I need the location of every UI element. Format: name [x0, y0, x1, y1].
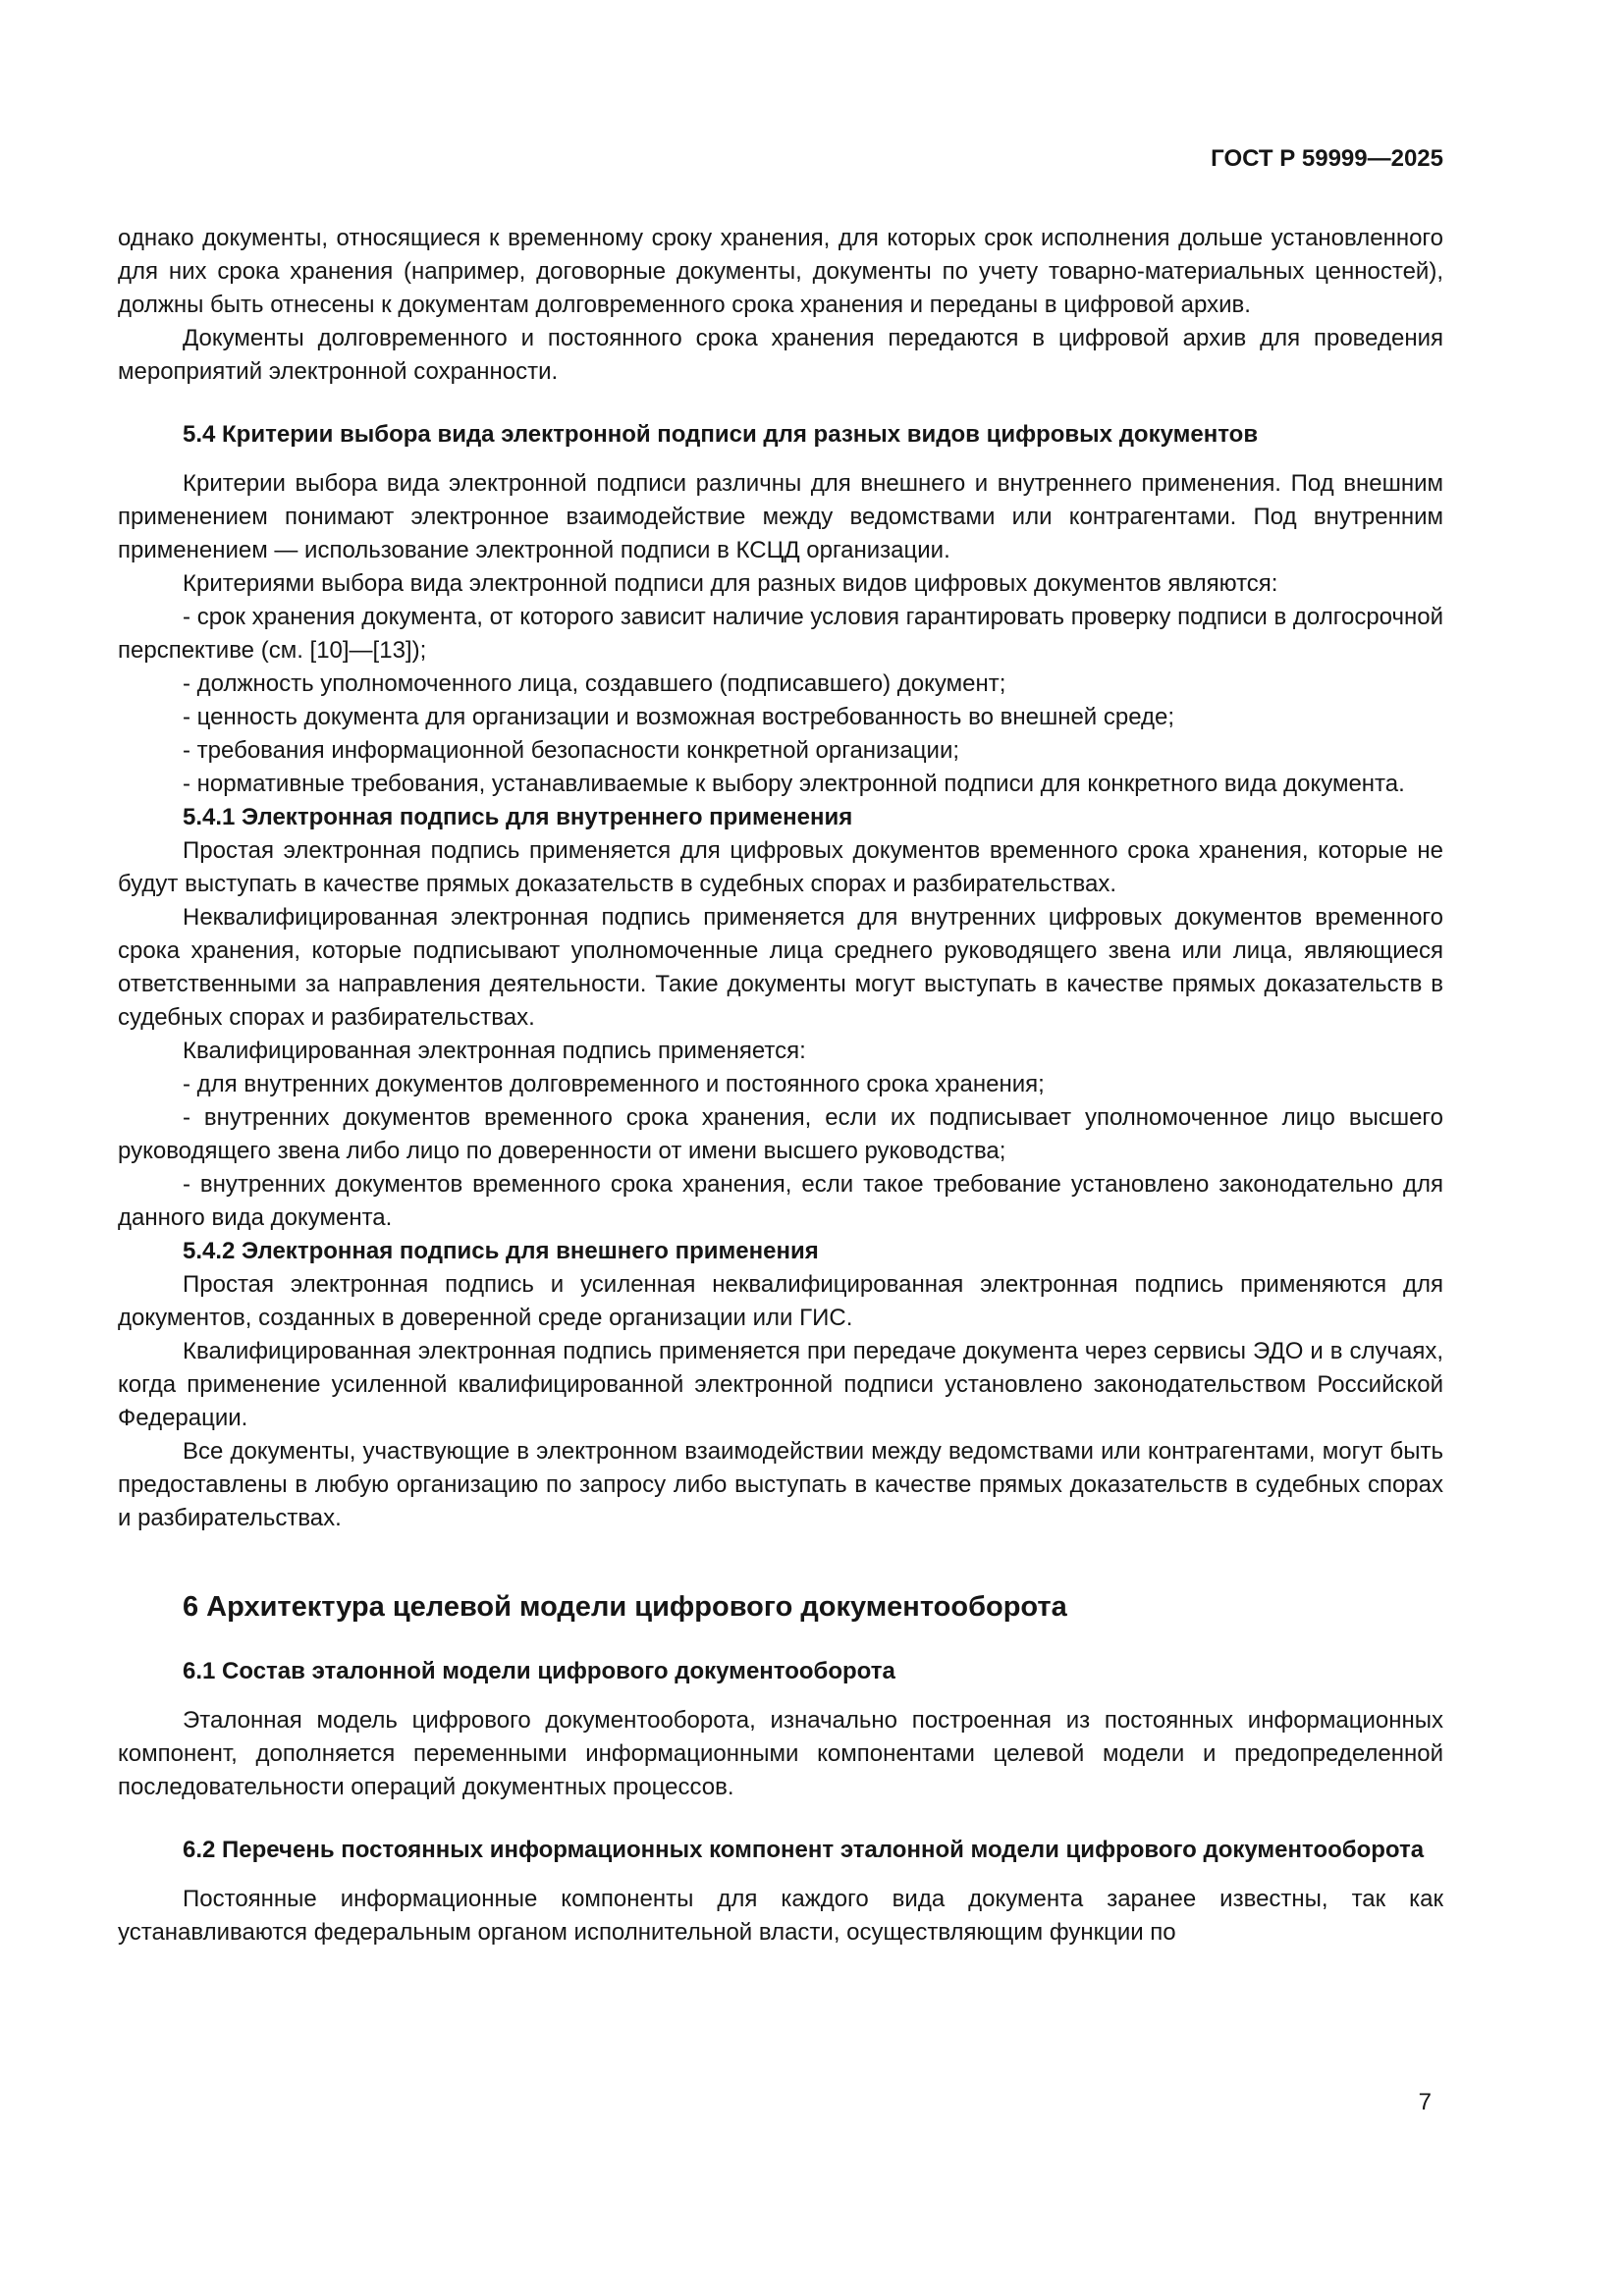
body-paragraph: Критерии выбора вида электронной подписи различны для внешнего и внутреннего применения. Под внешним применением понимают электронное взаимодействие между ведомствами или контрагентами. Под внутренним применением — использование электронной подписи в КСЦД организации.	[118, 470, 1443, 563]
list-item: - ценность документа для организации и возможная востребованность во внешней среде;	[183, 704, 1175, 730]
body-paragraph: Все документы, участвующие в электронном взаимодействии между ведомствами или контрагентами, могут быть предоставлены в любую организацию по запросу либо выступать в качестве прямых доказательств в судебных спорах и разбирательствах.	[118, 1438, 1443, 1531]
heading-5-4: 5.4 Критерии выбора вида электронной подписи для разных видов цифровых документов	[183, 421, 1259, 448]
list-item: - внутренних документов временного срока хранения, если их подписывает уполномоченное лицо высшего руководящего звена либо лицо по доверенности от имени высшего руководства;	[118, 1104, 1443, 1164]
body-paragraph: Критериями выбора вида электронной подписи для разных видов цифровых документов являются:	[183, 570, 1278, 597]
body-paragraph: Неквалифицированная электронная подпись применяется для внутренних цифровых документов временного срока хранения, которые подписывают уполномоченные лица среднего руководящего звена или лица, являющиеся ответственными за направления деятельности. Такие документы могут выступать в качестве прямых доказательств в судебных спорах и разбирательствах.	[118, 904, 1443, 1031]
body-paragraph: Эталонная модель цифрового документооборота, изначально построенная из постоянных информационных компонент, дополняется переменными информационными компонентами целевой модели и предопределенной последовательности операций документных процессов.	[118, 1707, 1443, 1800]
list-item: - требования информационной безопасности конкретной организации;	[183, 737, 960, 764]
body-paragraph: однако документы, относящиеся к временному сроку хранения, для которых срок исполнения дольше установленного для них срока хранения (например, договорные документы, документы по учету товарно-материальных ценностей), должны быть отнесены к документам долговременного срока хранения и переданы в цифровой архив.	[118, 225, 1443, 318]
page-number: 7	[1418, 2089, 1432, 2115]
section-heading-6: 6 Архитектура целевой модели цифрового документооборота	[183, 1591, 1067, 1623]
heading-6-2: 6.2 Перечень постоянных информационных компонент эталонной модели цифрового документооборота	[183, 1837, 1425, 1863]
body-paragraph: Квалифицированная электронная подпись применяется при передаче документа через сервисы ЭДО и в случаях, когда применение усиленной квалифицированной электронной подписи установлено законодательством Российской Федерации.	[118, 1338, 1443, 1431]
body-paragraph: Постоянные информационные компоненты для каждого вида документа заранее известны, так как устанавливаются федеральным органом исполнительной власти, осуществляющим функции по	[118, 1886, 1443, 1946]
body-paragraph: Квалифицированная электронная подпись применяется:	[183, 1038, 806, 1064]
running-header: ГОСТ Р 59999—2025	[1211, 145, 1443, 172]
heading-6-1: 6.1 Состав эталонной модели цифрового документооборота	[183, 1658, 895, 1684]
list-item: - должность уполномоченного лица, создавшего (подписавшего) документ;	[183, 670, 1006, 697]
body-paragraph: Простая электронная подпись и усиленная неквалифицированная электронная подпись применяются для документов, созданных в доверенной среде организации или ГИС.	[118, 1271, 1443, 1331]
heading-5-4-2: 5.4.2 Электронная подпись для внешнего применения	[183, 1238, 819, 1264]
heading-5-4-1: 5.4.1 Электронная подпись для внутреннего применения	[183, 804, 853, 830]
list-item: - для внутренних документов долговременного и постоянного срока хранения;	[183, 1071, 1045, 1097]
list-item: - внутренних документов временного срока хранения, если такое требование установлено законодательно для данного вида документа.	[118, 1171, 1443, 1231]
list-item: - нормативные требования, устанавливаемые к выбору электронной подписи для конкретного вида документа.	[183, 771, 1405, 797]
list-item: - срок хранения документа, от которого зависит наличие условия гарантировать проверку подписи в долгосрочной перспективе (см. [10]—[13]);	[118, 604, 1443, 664]
body-paragraph: Документы долговременного и постоянного срока хранения передаются в цифровой архив для проведения мероприятий электронной сохранности.	[118, 325, 1443, 385]
body-paragraph: Простая электронная подпись применяется для цифровых документов временного срока хранения, которые не будут выступать в качестве прямых доказательств в судебных спорах и разбирательствах.	[118, 837, 1443, 897]
